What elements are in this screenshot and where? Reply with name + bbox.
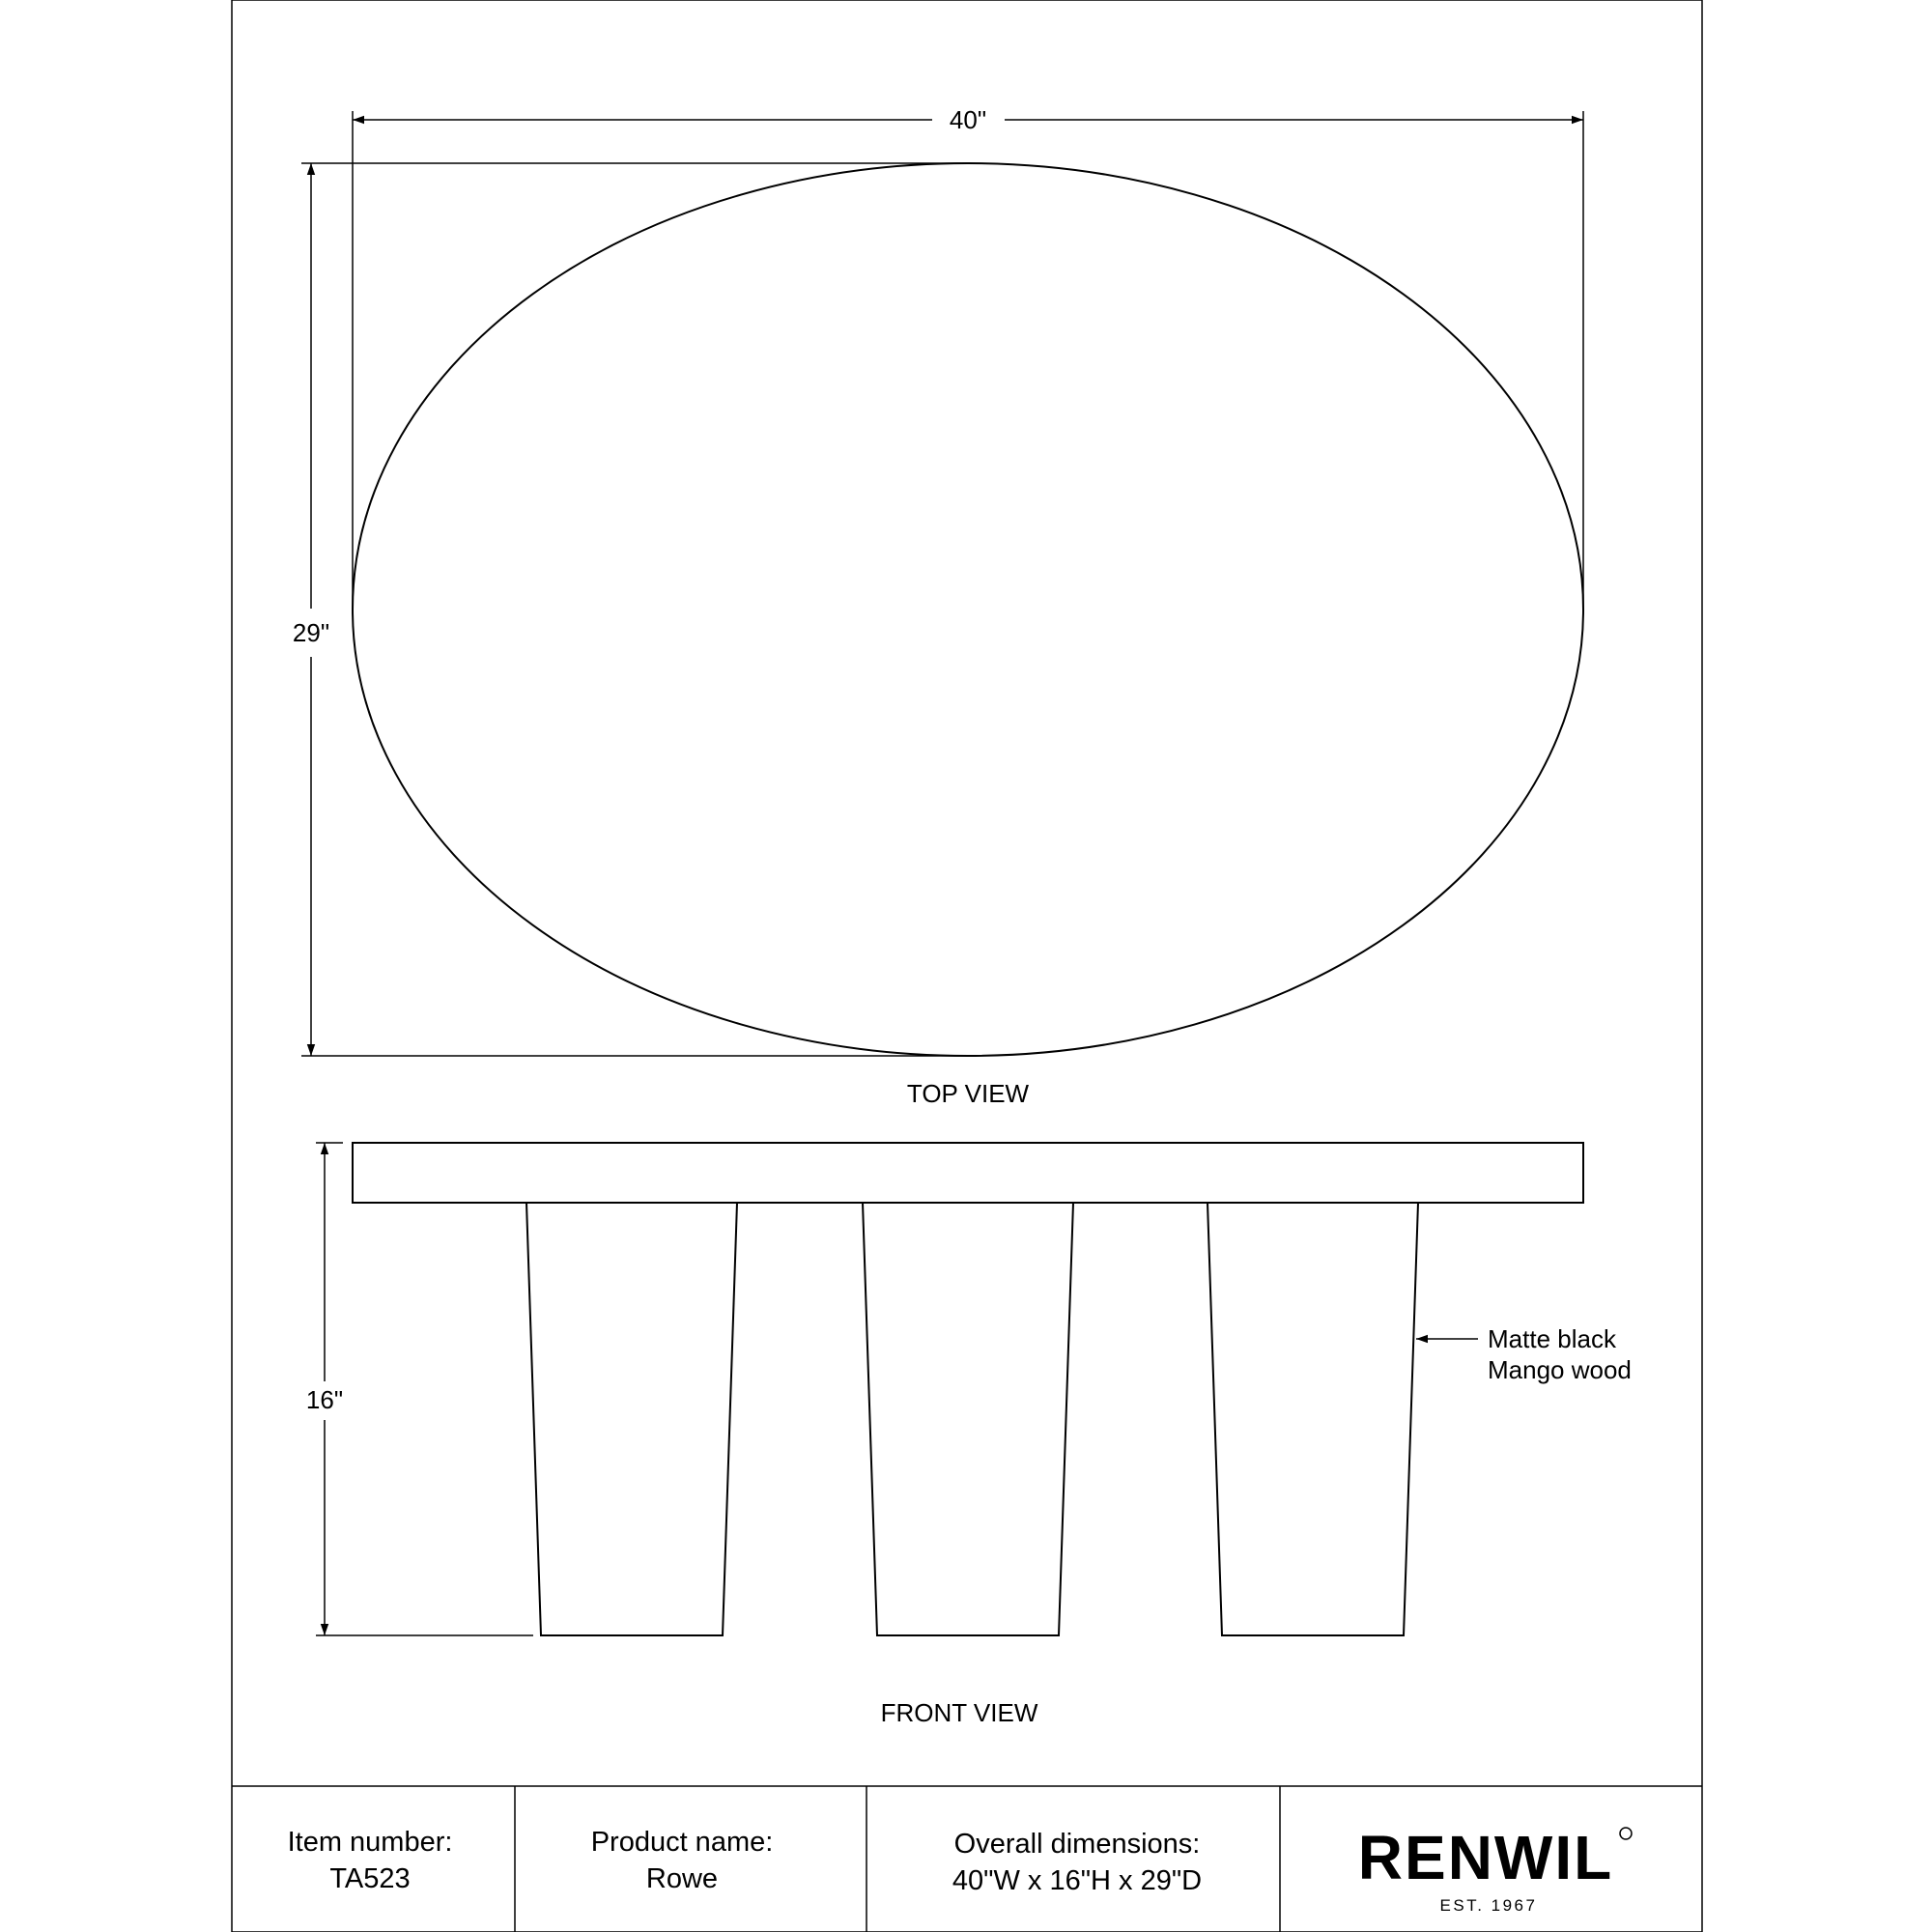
tabletop-slab xyxy=(353,1143,1583,1203)
material-callout-line1: Matte black xyxy=(1488,1324,1616,1353)
sheet-border xyxy=(232,0,1702,1932)
product-name-value: Rowe xyxy=(645,1863,719,1894)
brand-logo-wordmark: RENWIL xyxy=(1357,1823,1614,1892)
table-leg-center xyxy=(863,1203,1073,1635)
width-dimension-label: 40" xyxy=(949,105,987,134)
front-view xyxy=(306,1143,1632,1727)
material-callout-line2: Mango wood xyxy=(1488,1355,1632,1384)
registered-mark-icon xyxy=(1620,1828,1632,1839)
overall-dimensions-label: Overall dimensions: xyxy=(953,1829,1201,1860)
item-number-value: TA523 xyxy=(329,1863,411,1894)
item-number-label: Item number: xyxy=(287,1827,453,1858)
front-view-title: FRONT VIEW xyxy=(880,1698,1038,1727)
tabletop-oval-outline xyxy=(353,163,1583,1056)
title-block xyxy=(232,1786,1702,1932)
top-view-title: TOP VIEW xyxy=(906,1079,1030,1108)
depth-dimension-label: 29" xyxy=(292,618,330,647)
table-leg-left xyxy=(526,1203,737,1635)
top-view xyxy=(293,105,1583,1108)
product-name-label: Product name: xyxy=(590,1827,774,1858)
table-leg-right xyxy=(1208,1203,1418,1635)
brand-tagline: EST. 1967 xyxy=(1439,1896,1538,1915)
height-dimension-label: 16" xyxy=(305,1385,344,1414)
overall-dimensions-value: 40"W x 16"H x 29"D xyxy=(952,1865,1203,1896)
renwil-logo xyxy=(1358,1823,1632,1915)
